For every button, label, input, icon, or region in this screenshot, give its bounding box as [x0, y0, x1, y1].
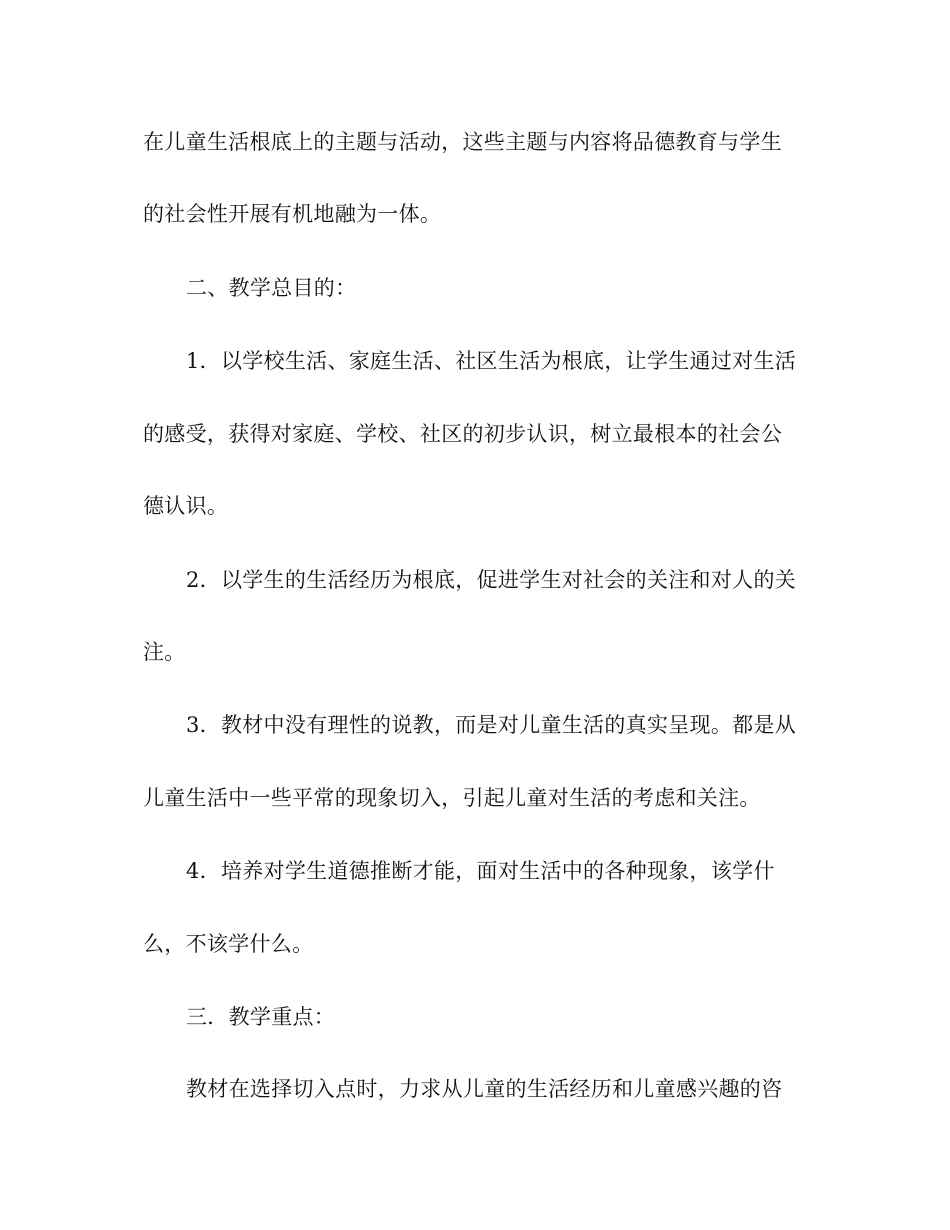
paragraph-line: 儿童生活中一些平常的现象切入，引起儿童对生活的考虑和关注。	[143, 786, 761, 810]
paragraph-line: 的感受，获得对家庭、学校、社区的初步认识，树立最根本的社会公	[143, 422, 782, 446]
list-item-2: 2．以学生的生活经历为根底，促进学生对社会的关注和对人的关	[186, 568, 797, 592]
list-item-4: 4．培养对学生道德推断才能，面对生活中的各种现象，该学什	[186, 859, 775, 883]
paragraph-line: 的社会性开展有机地融为一体。	[143, 202, 442, 226]
paragraph-line: 德认识。	[143, 494, 229, 518]
list-item-1: 1．以学校生活、家庭生活、社区生活为根底，让学生通过对生活	[186, 349, 797, 373]
section-heading: 三．教学重点：	[186, 1005, 336, 1029]
list-item-3: 3．教材中没有理性的说教，而是对儿童生活的真实呈现。都是从	[186, 713, 797, 737]
section-heading: 二、教学总目的：	[186, 276, 357, 300]
paragraph-line: 么，不该学什么。	[143, 932, 314, 956]
paragraph-line: 注。	[143, 640, 186, 664]
paragraph-line: 在儿童生活根底上的主题与活动，这些主题与内容将品德教育与学生	[143, 130, 782, 154]
paragraph-line: 教材在选择切入点时，力求从儿童的生活经历和儿童感兴趣的咨	[186, 1077, 783, 1101]
